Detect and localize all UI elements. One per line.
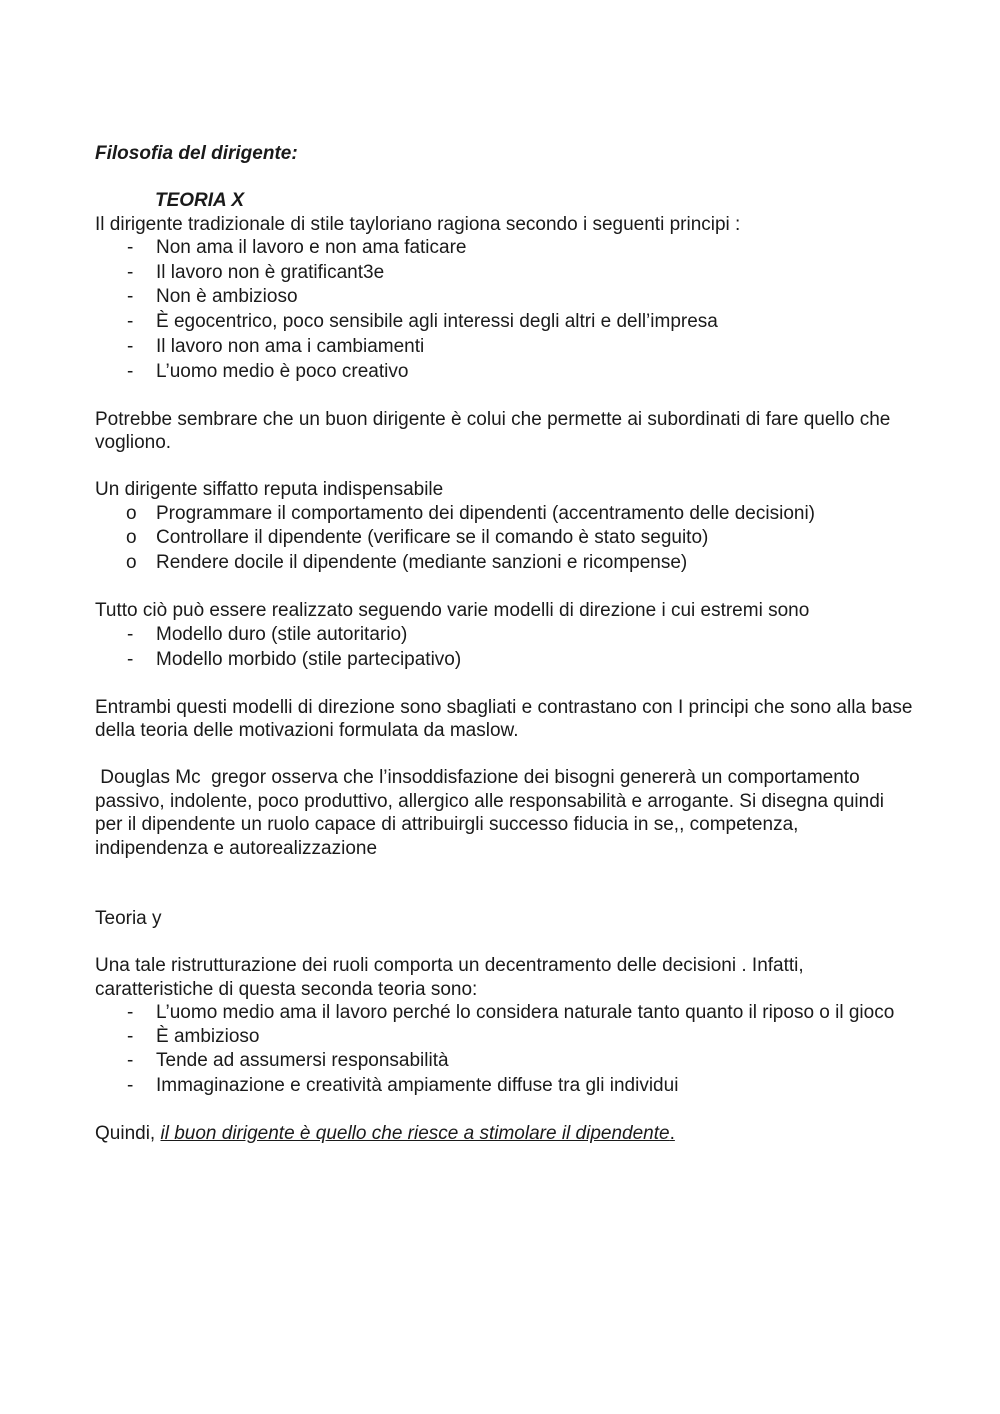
models-list (95, 623, 915, 672)
theory-x-principles-list (95, 236, 915, 384)
list-item (95, 502, 915, 527)
dash-marker: - (127, 1002, 134, 1024)
spacer (95, 931, 915, 955)
dash-marker: - (127, 1025, 134, 1047)
dash-marker: - (127, 311, 134, 333)
list-item-text: L’uomo medio è poco creativo (156, 360, 409, 382)
list-item (95, 360, 915, 385)
circle-marker: o (126, 527, 137, 549)
dash-marker: - (127, 335, 134, 357)
conclusion (95, 1122, 915, 1146)
circle-marker: o (126, 502, 137, 524)
list-item (95, 551, 915, 576)
list-item (95, 335, 915, 360)
models-intro: Tutto ciò può essere realizzato seguendo varie modelli di direzione i cui estremi sono (95, 600, 810, 622)
theory-y-heading: Teoria y (95, 908, 162, 930)
list-item (95, 648, 915, 673)
list-item-text: Modello duro (stile autoritario) (156, 623, 408, 645)
paragraph-mcgregor: Douglas Mc gregor osserva che l’insoddisfazione dei bisogni genererà un comportamento passivo, indolente, poco produttivo, allergico alle responsabilità e arrogante. Si disegna quindi per il dipendente un ruolo capace di attribuirgli successo fiducia in se,, competenza, indipendenza e autorealizzazione (95, 767, 890, 859)
dash-marker: - (127, 623, 134, 645)
list-item (95, 623, 915, 648)
spacer (95, 384, 915, 408)
paragraph-good-manager: Potrebbe sembrare che un buon dirigente è colui che permette ai subordinati di fare quello che vogliono. (95, 408, 891, 454)
list-item (95, 526, 915, 551)
indispensable-list (95, 502, 915, 576)
list-item (95, 285, 915, 310)
document-title: Filosofia del dirigente: (95, 143, 298, 164)
spacer (95, 455, 915, 479)
list-item (95, 236, 915, 261)
spacer (95, 576, 915, 600)
document-page (95, 142, 915, 1146)
dash-marker: - (127, 1075, 134, 1097)
list-item-text: Rendere docile il dipendente (mediante sanzioni e ricompense) (156, 552, 688, 574)
list-item-text: Non è ambizioso (156, 286, 298, 308)
dash-marker: - (127, 648, 134, 670)
spacer (95, 166, 915, 190)
dash-marker: - (127, 360, 134, 382)
list-item (95, 1049, 915, 1074)
spacer (95, 743, 915, 767)
list-item-text: Non ama il lavoro e non ama faticare (156, 237, 467, 258)
list-item-text: Il lavoro non è gratificant3e (156, 261, 385, 283)
dash-marker: - (127, 261, 134, 283)
list-item (95, 1074, 915, 1099)
conclusion-prefix: Quindi, (95, 1123, 161, 1145)
conclusion-emphasis: il buon dirigente è quello che riesce a stimolare il dipendente (160, 1123, 670, 1145)
list-item-text: Modello morbido (stile partecipativo) (156, 648, 462, 670)
theory-x-heading: TEORIA X (155, 190, 245, 211)
list-item-text: È egocentrico, poco sensibile agli interessi degli altri e dell’impresa (156, 311, 718, 333)
theory-y-intro: Una tale ristrutturazione dei ruoli comporta un decentramento delle decisioni . Infatti, caratteristiche di questa seconda teoria sono: (95, 955, 804, 1000)
list-item-text: L’uomo medio ama il lavoro perché lo considera naturale tanto quanto il riposo o il gioco (156, 1002, 895, 1024)
list-item-text: Immaginazione e creatività ampiamente diffuse tra gli individui (156, 1075, 679, 1097)
indispensable-intro: Un dirigente siffatto reputa indispensabile (95, 479, 444, 501)
circle-marker: o (126, 552, 137, 574)
list-item-text: È ambizioso (156, 1025, 260, 1047)
list-item (95, 1025, 915, 1050)
spacer (95, 860, 915, 907)
list-item (95, 261, 915, 286)
list-item (95, 1001, 915, 1025)
dash-marker: - (127, 286, 134, 308)
paragraph-maslow: Entrambi questi modelli di direzione sono sbagliati e contrastano con I principi che sono alla base della teoria delle motivazioni formulata da maslow. (95, 696, 913, 742)
spacer (95, 1099, 915, 1123)
conclusion-suffix: . (669, 1123, 675, 1145)
spacer (95, 672, 915, 696)
list-item-text: Programmare il comportamento dei dipendenti (accentramento delle decisioni) (156, 502, 815, 524)
theory-x-intro: Il dirigente tradizionale di stile tayloriano ragiona secondo i seguenti principi : (95, 213, 741, 235)
dash-marker: - (127, 1050, 134, 1072)
dash-marker: - (127, 237, 134, 258)
list-item-text: Tende ad assumersi responsabilità (156, 1050, 449, 1072)
list-item (95, 310, 915, 335)
list-item-text: Controllare il dipendente (verificare se il comando è stato seguito) (156, 527, 709, 549)
theory-y-characteristics-list (95, 1001, 915, 1099)
list-item-text: Il lavoro non ama i cambiamenti (156, 335, 425, 357)
